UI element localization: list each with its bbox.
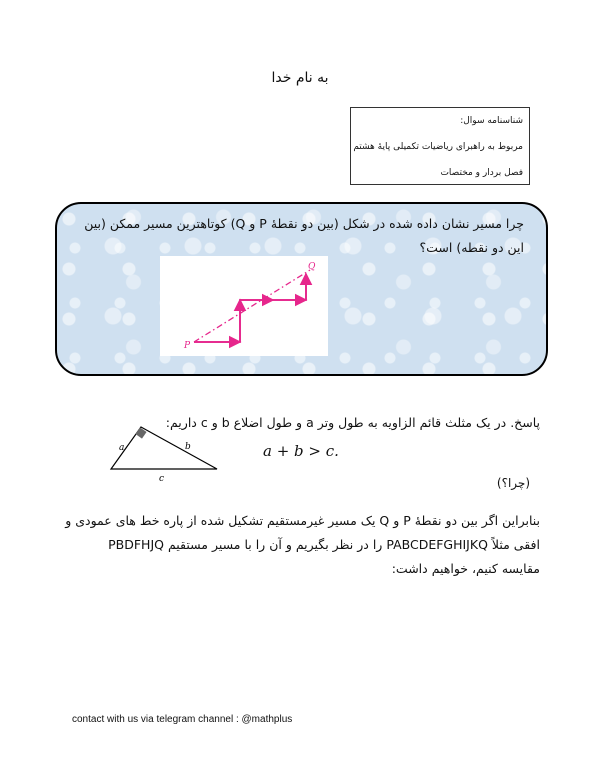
page-title: به نام خدا — [271, 70, 329, 86]
inequality: a + b > c. — [263, 442, 339, 460]
step-path — [194, 274, 306, 342]
question-text: چرا مسیر نشان داده شده در شکل (بین دو نقطهٔ P و Q) کوتاهترین مسیر ممکن (بین این دو نقطه) است؟ — [84, 216, 524, 255]
conclusion-paragraph — [60, 509, 540, 581]
answer-text: پاسخ. در یک مثلث قائم الزاویه به طول وتر a و طول اضلاع b و c داریم: — [165, 415, 540, 430]
point-q-label: Q — [308, 262, 316, 272]
why-note: (چرا؟) — [496, 476, 530, 490]
id-box-chapter: فصل بردار و مختصات — [440, 168, 523, 178]
right-triangle-figure — [105, 423, 225, 493]
id-box-course: مربوط به راهبرای ریاضیات تکمیلی پایهٔ هشتم — [353, 142, 523, 152]
path-figure — [160, 256, 328, 356]
triangle-label-c: c — [159, 474, 165, 484]
conclusion-line-1: بنابراین اگر بین دو نقطهٔ P و Q یک مسیر غیرمستقیم تشکیل شده از پاره خط های عمودی و — [65, 513, 540, 528]
conclusion-line-2: افقی مثلاً PABCDEFGHIJKQ را در نظر بگیریم و آن را با مسیر مستقیم PBDFHJQ — [108, 537, 540, 552]
id-box-heading: شناسنامه سوال: — [460, 116, 523, 126]
point-p-label: P — [184, 341, 191, 351]
triangle-label-a: a — [119, 443, 125, 453]
direct-path-line — [194, 270, 310, 342]
footer-contact: contact with us via telegram channel : @mathplus — [72, 714, 293, 725]
path-diagram — [160, 256, 328, 356]
triangle-label-b: b — [185, 442, 191, 452]
conclusion-line-3: مقایسه کنیم، خواهیم داشت: — [391, 561, 540, 576]
question-id-box — [350, 107, 530, 185]
question-box — [55, 202, 548, 376]
